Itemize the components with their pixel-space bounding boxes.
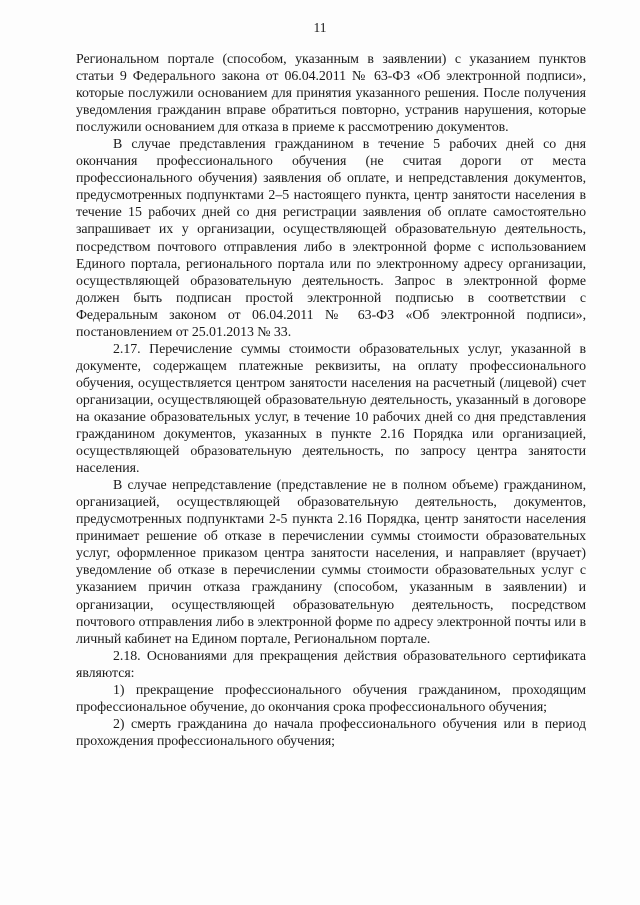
- paragraph-payment-application-request: В случае представления гражданином в течение 5 рабочих дней со дня окончания профессионального обучения (не считая дороги от места профессионального обучения) заявления об оплате, и непредставления документов, предусмотренных подпунктами 2–5 настоящего пункта, центр занятости населения в течение 15 рабочих дней со дня регистрации заявления об оплате самостоятельно запрашивает их у организации, осуществляющей образовательную деятельность, посредством почтового отправления либо в электронной форме с использованием Единого портала, регионального портала или по электронному адресу организации, осуществляющей образовательную деятельность. Запрос в электронной форме должен быть подписан простой электронной подписью в соответствии с Федеральным законом от 06.04.2011 № 63-ФЗ «Об электронной подписи», постановлением от 25.01.2013 № 33.: [76, 137, 586, 340]
- document-body: [76, 51, 586, 750]
- list-item-termination-1: 1) прекращение профессионального обучения гражданином, проходящим профессиональное обучение, до окончания срока профессионального обучения;: [76, 682, 586, 715]
- paragraph-electronic-signature-refusal: Региональном портале (способом, указанным в заявлении) с указанием пунктов статьи 9 Федерального закона от 06.04.2011 № 63-ФЗ «Об электронной подписи», которые послужили основанием для принятия указанного решения. После получения уведомления гражданин вправе обратиться повторно, устранив нарушения, которые послужили основанием для отказа в приеме к рассмотрению документов.: [76, 52, 586, 136]
- paragraph-2-17-cost-transfer: 2.17. Перечисление суммы стоимости образовательных услуг, указанной в документе, содержащем платежные реквизиты, на оплату профессионального обучения, осуществляется центром занятости населения на расчетный (лицевой) счет организации, осуществляющей образовательную деятельность, указанный в договоре на оказание образовательных услуг, в течение 10 рабочих дней со дня представления гражданином документов, указанных в пункте 2.16 Порядка или организацией, осуществляющей образовательную деятельность, по запросу центра занятости населения.: [76, 341, 586, 477]
- list-item-termination-2: 2) смерть гражданина до начала профессионального обучения или в период прохождения профессионального обучения;: [76, 716, 586, 749]
- paragraph-2-18-termination-grounds: 2.18. Основаниями для прекращения действия образовательного сертификата являются:: [76, 648, 586, 681]
- paragraph-transfer-refusal: В случае непредставление (представление не в полном объеме) гражданином, организацией, осуществляющей образовательную деятельность, документов, предусмотренных подпунктами 2-5 пункта 2.16 Порядка, центр занятости населения принимает решение об отказе в перечислении суммы стоимости образовательных услуг, оформленное приказом центра занятости населения, и направляет (вручает) уведомление об отказе в перечислении суммы стоимости образовательных услуг с указанием причин отказа гражданину (способом, указанным в заявлении) и организации, осуществляющей образовательную деятельность, посредством почтового отправления либо в электронной форме по адресу электронной почты или в личный кабинет на Едином портале, Региональном портале.: [76, 478, 586, 647]
- page-number: 11: [313, 20, 327, 35]
